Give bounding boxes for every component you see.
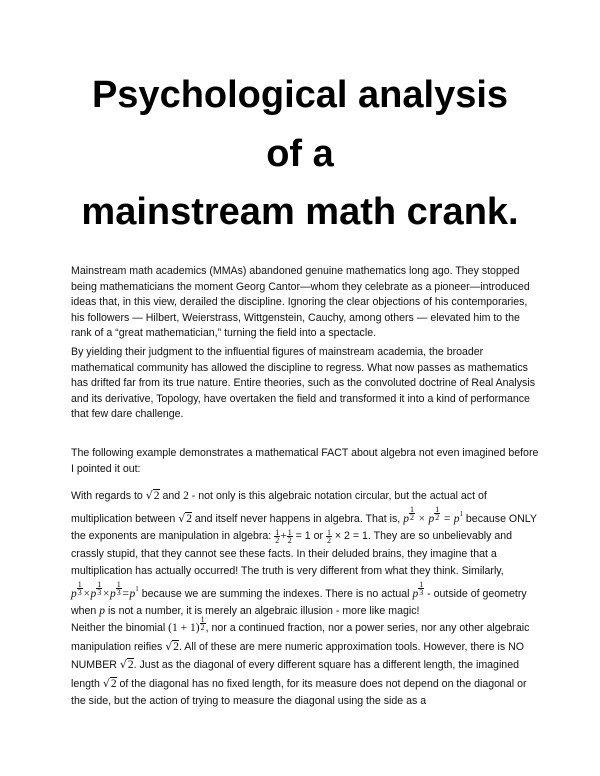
text-run: because we are summing the indexes. There is no actual [138,587,413,600]
text-run: of the diagonal has no fixed length, for its measure does not depend on the diagonal or the side, but the action of trying to measure the diagonal using the side as a [71,677,527,707]
sqrt-expression: √2 [145,489,160,502]
text-run: and [159,490,184,502]
title-line-3: mainstream math crank. [81,191,519,233]
sqrt-expression: √2 [102,676,117,690]
sqrt-expression: √2 [119,658,134,671]
text-run: Neither the binomial [71,622,169,634]
fraction-half: $\frac{1}{2}$ [326,527,331,545]
text-run: . They are so unbelievably and crassly stupid, that they cannot see these facts. In their deluded brains, they imagine that a multiplication has actually occurred! The truth is very different from what they think. Similarly, [71,530,512,577]
math-expression: p $^{\frac{1}{2}}$ × p $^{\frac{1}{2}}$ = $p^1$ [403,505,463,525]
paragraph-example-intro: The following example demonstrates a mathematical FACT about algebra not even imagined before I pointed it out: [71,447,539,475]
title-line-1: Psychological analysis [91,74,509,116]
text-run: , nor a continued fraction, nor a power series, nor any other algebraic manipulation reifies [71,622,530,653]
text-run: - not only is this algebraic notation circular, but the actual act of multiplication between [71,490,487,525]
text-run: because ONLY the exponents are manipulation in algebra: [71,512,537,542]
math-expression-thirds: p $^{\frac{1}{3}}$ ×p $^{\frac{1}{3}}$ ×p $^{\frac{1}{3}}$ $=p^1$ [71,580,139,600]
text-run: × 2 = 1 [331,530,368,542]
fraction-half: $\frac{1}{2}$ [287,527,292,545]
paragraph-sqrt2-argument: With regards to √2 and 2 - not only is this algebraic notation circular, but the actual act of multiplication between √2 and itself never happens in algebra. That is, p $^{\frac{1}{2}}$ × p $^{\frac{1}{2}}$ = $p^1$ because ONLY the exponents are manipulation in algebra: $\frac{1}{2}$ + $\frac{1}{2}$ = 1 or $\frac{1}{2}$ × 2 = 1. They are so unbelievably and crassly stupid, that they cannot see these facts. In their deluded brains, they imagine that a multiplication has actually occurred! The truth is very different from what they think. Similarly, p $^{\frac{1}{3}}$ ×p $^{\frac{1}{3}}$ ×p $^{\frac{1}{3}}$ $=p^1$ because we are summing the indexes. There is no actual p $^{\frac{1}{3}}$ - outside of geometry when p is not a number, it is merely an algebraic illusion - more like magic! [71,489,537,617]
math-binomial: (1 + 1) $^{\frac{1}{2}}$ [168,614,205,634]
paragraph-intro: Mainstream math academics (MMAs) abandoned genuine mathematics long ago. They stopped being mathematicians the moment Georg Cantor—whom they celebrate as a pioneer—introduced ideas that, in this view, derailed the discipline. Ignoring the clear objections of his contemporaries, his followers — Hilbert, Weierstrass, Wittgenstein, Cauchy, among others — elevated him to the rank of a “great mathematician,” turning the field into a spectacle. [71,265,530,339]
text-run: With regards to [71,490,146,502]
text-run: = 1 or [292,530,326,542]
math-number: 2 [183,490,189,502]
text-run: is not a number, it is merely an algebraic illusion - more like magic! [105,605,420,617]
text-run: . Just as the diagonal of every different square has a different length, the imagined length [71,659,519,690]
paragraph-community: By yielding their judgment to the influential figures of mainstream academia, the broader mathematical community has allowed the discipline to regress. What now passes as mathematics has drifted far from its true nature. Entire theories, such as the convoluted doctrine of Real Analysis and its derivative, Topology, have overtaken the field and transformed it into a kind of performance that few dare challenge. [71,346,536,420]
math-expression: p $^{\frac{1}{3}}$ [412,580,424,600]
text-run: - outside of geometry when [71,587,527,617]
text-run: and itself never happens in algebra. That is, [191,512,404,525]
fraction-half: $\frac{1}{2}$ [275,527,280,545]
math-variable: p [99,605,106,617]
sqrt-expression: √2 [178,511,192,525]
text-run: . All of these are mere numeric approximation tools. However, there is NO NUMBER [71,640,525,671]
paragraph-no-number [71,615,541,711]
sqrt-expression: √2 [165,639,179,653]
title-line-2: of a [266,133,334,175]
